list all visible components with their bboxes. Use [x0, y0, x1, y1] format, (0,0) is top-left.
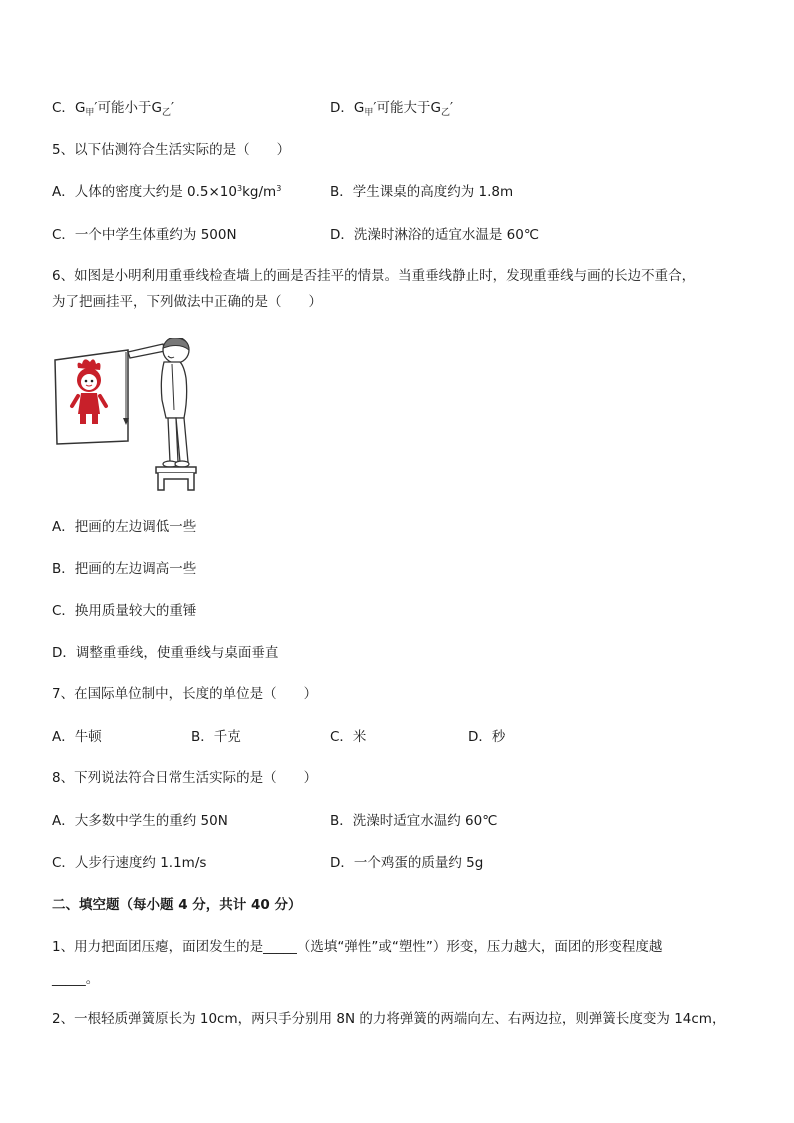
q8-option-d: D．一个鸡蛋的质量约 5g: [330, 855, 484, 871]
q4-option-d: D．$G_甲'$可能大于$G_乙'$: [330, 100, 454, 118]
stool: [156, 467, 196, 490]
q5-option-a: A．人体的密度大约是 $0.5\times 10^3kg/m^3$: [52, 184, 282, 200]
q5-option-b: B．学生课桌的高度约为 1.8m: [330, 184, 514, 200]
q7-option-b: B．千克: [191, 729, 241, 745]
q6-option-b: B．把画的左边调高一些: [52, 561, 197, 577]
q5-option-d: D．洗澡时淋浴的适宜水温是 60℃: [330, 227, 540, 243]
q4-option-c: C．$G_甲'$可能小于$G_乙'$: [52, 100, 175, 118]
person-arm: [128, 344, 165, 358]
plumb-line-figure: [50, 338, 210, 498]
fill-q2-line1: 2、一根轻质弹簧原长为 10cm，两只手分别用 8N 的力将弹簧的两端向左、右两边拉，则弹簧长度变为 14cm，: [52, 1011, 726, 1027]
q7-stem: 7、在国际单位制中，长度的单位是（ ）: [52, 686, 318, 702]
q7-option-c: C．米: [330, 729, 367, 745]
q8-option-c: C．人步行速度约 1.1m/s: [52, 855, 207, 871]
section-heading-fill-in: 二、填空题（每小题 4 分，共计 40 分）: [52, 897, 302, 913]
q6-option-d: D．调整重垂线，使重垂线与桌面垂直: [52, 645, 279, 661]
person-shoe-right: [175, 461, 189, 467]
q6-option-c: C．换用质量较大的重锤: [52, 603, 197, 619]
fill-q1-line2: _____。: [52, 971, 100, 987]
q8-stem: 8、下列说法符合日常生活实际的是（ ）: [52, 770, 318, 786]
person-head: [163, 338, 189, 363]
q8-option-b: B．洗澡时适宜水温约 60℃: [330, 813, 498, 829]
fill-q1-line1: 1、用力把面团压瘪，面团发生的是_____（选填“弹性”或“塑性”）形变，压力越大，面团的形变程度越: [52, 939, 663, 955]
q7-option-d: D．秒: [468, 729, 506, 745]
q6-stem-line1: 6、如图是小明利用重垂线检查墙上的画是否挂平的情景。当重垂线静止时，发现重垂线与画的长边不重合，: [52, 268, 696, 284]
q8-option-a: A．大多数中学生的重约 50N: [52, 813, 228, 829]
plumb-line-illustration: [50, 338, 210, 498]
q6-stem-line2: 为了把画挂平，下列做法中正确的是（ ）: [52, 294, 322, 310]
q6-option-a: A．把画的左边调低一些: [52, 519, 197, 535]
q7-option-a: A．牛顿: [52, 729, 102, 745]
q5-option-c: C．一个中学生体重约为 500N: [52, 227, 237, 243]
q5-stem: 5、以下估测符合生活实际的是（ ）: [52, 142, 291, 158]
